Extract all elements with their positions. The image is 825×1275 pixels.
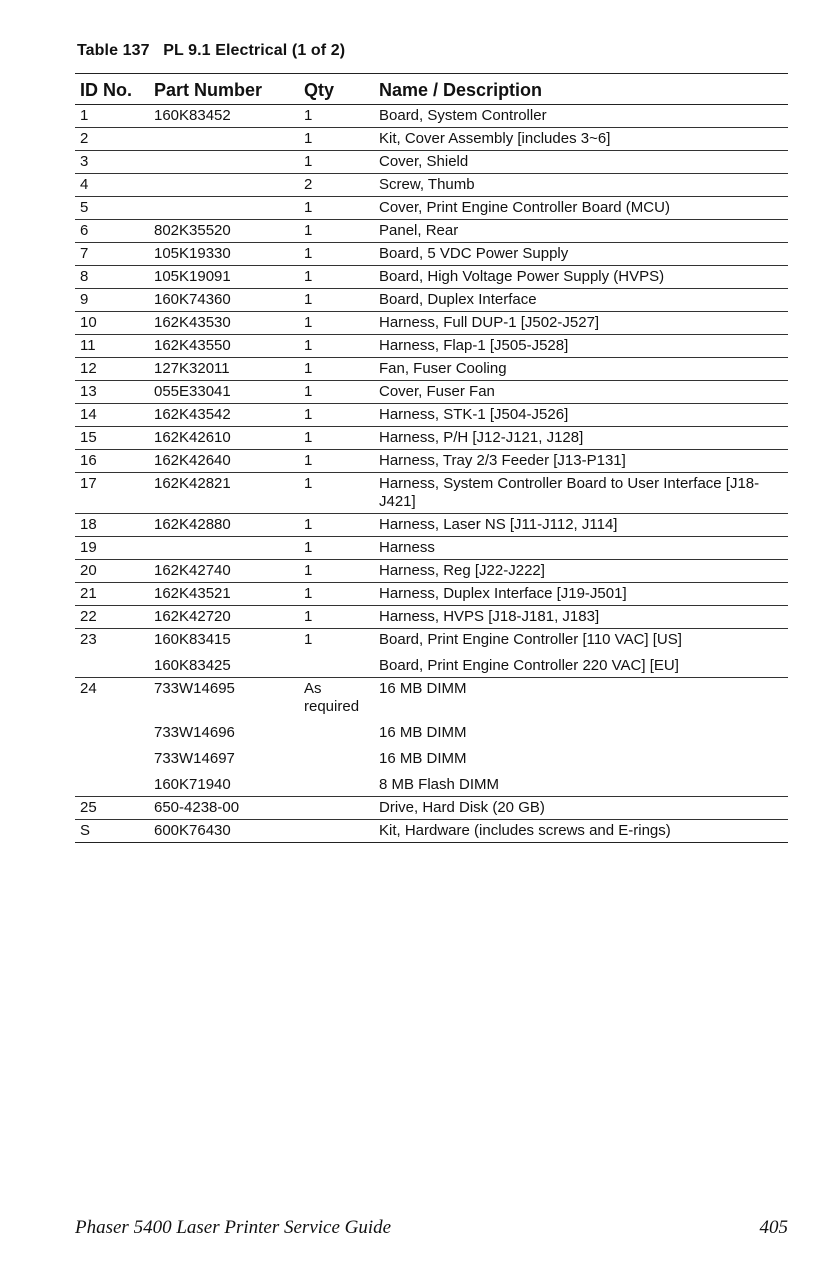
cell-id-no: 4 (75, 174, 149, 197)
cell-description: Harness, Full DUP-1 [J502-J527] (374, 312, 788, 335)
cell-description: Harness, Tray 2/3 Feeder [J13-P131] (374, 450, 788, 473)
cell-id-no: 7 (75, 243, 149, 266)
cell-description: Board, High Voltage Power Supply (HVPS) (374, 266, 788, 289)
cell-qty: 2 (299, 174, 374, 197)
cell-description: Cover, Shield (374, 151, 788, 174)
cell-id-no (75, 770, 149, 797)
table-row (75, 473, 788, 514)
cell-part-number: 160K83415 (154, 631, 231, 648)
table-row (75, 312, 788, 335)
cell-part-number: 160K83425 (149, 651, 299, 678)
cell-qty: 1 (299, 606, 374, 629)
table-row (75, 128, 788, 151)
cell-description: Cover, Print Engine Controller Board (MCU) (374, 197, 788, 220)
cell-part-number (149, 151, 299, 174)
cell-qty: 1 (299, 312, 374, 335)
cell-id-no: 25 (75, 797, 149, 820)
cell-qty: 1 (299, 243, 374, 266)
cell-part-number: 162K42880 (149, 514, 299, 537)
column-header-part-number: Part Number (149, 74, 299, 105)
cell-description: Fan, Fuser Cooling (374, 358, 788, 381)
cell-id-no: 15 (75, 427, 149, 450)
table-row (75, 427, 788, 450)
parts-table-body (75, 105, 788, 843)
cell-id-no: 10 (75, 312, 149, 335)
cell-part-number: 162K43550 (149, 335, 299, 358)
table-header-row (75, 74, 788, 105)
cell-description: Board, System Controller (374, 105, 788, 128)
table-number: Table 137 (77, 42, 150, 59)
cell-qty: 1 (299, 151, 374, 174)
cell-id-no: 16 (75, 450, 149, 473)
cell-qty: 1 (299, 289, 374, 312)
cell-id-no: 6 (75, 220, 149, 243)
cell-qty: 1 (299, 583, 374, 606)
column-header-qty: Qty (299, 74, 374, 105)
column-header-description: Name / Description (374, 74, 788, 105)
cell-part-number: 600K76430 (149, 820, 299, 843)
cell-id-no: 20 (75, 560, 149, 583)
table-row (75, 151, 788, 174)
cell-id-no: S (75, 820, 149, 843)
cell-part-number (149, 537, 299, 560)
cell-qty (299, 820, 374, 843)
cell-description: 16 MB DIMM (379, 750, 467, 767)
cell-id-no: 13 (75, 381, 149, 404)
cell-part-number: 162K43521 (149, 583, 299, 606)
cell-part-number: 055E33041 (149, 381, 299, 404)
column-header-id: ID No. (75, 74, 149, 105)
cell-description: Drive, Hard Disk (20 GB) (374, 797, 788, 820)
cell-part-number: 162K43530 (149, 312, 299, 335)
cell-qty: 1 (299, 105, 374, 128)
table-row (75, 678, 788, 719)
cell-qty: 1 (299, 473, 374, 514)
cell-description: Harness (374, 537, 788, 560)
cell-id-no: 19 (75, 537, 149, 560)
cell-id-no: 2 (75, 128, 149, 151)
cell-id-no: 11 (75, 335, 149, 358)
cell-part-number: 162K42740 (149, 560, 299, 583)
table-row (75, 404, 788, 427)
cell-id-no: 21 (75, 583, 149, 606)
cell-part-number: 160K74360 (149, 289, 299, 312)
table-row (75, 381, 788, 404)
cell-id-no (75, 718, 149, 744)
cell-qty: 1 (299, 381, 374, 404)
table-row (75, 606, 788, 629)
cell-id-no: 1 (75, 105, 149, 128)
cell-description: Panel, Rear (374, 220, 788, 243)
cell-id-no: 8 (75, 266, 149, 289)
table-row (75, 105, 788, 128)
cell-part-number: 162K42610 (149, 427, 299, 450)
cell-part-number: 650-4238-00 (149, 797, 299, 820)
cell-description: Harness, STK-1 [J504-J526] (374, 404, 788, 427)
cell-description: Board, Duplex Interface (374, 289, 788, 312)
cell-description: 8 MB Flash DIMM (374, 770, 788, 797)
cell-description: Harness, P/H [J12-J121, J128] (374, 427, 788, 450)
cell-description: Harness, System Controller Board to User Interface [J18-J421] (374, 473, 788, 514)
cell-part-number: 733W14695 (154, 680, 235, 697)
cell-qty (299, 744, 374, 770)
table-row (75, 820, 788, 843)
cell-id-no: 23 (80, 631, 97, 648)
table-row (75, 629, 788, 652)
cell-part-number (149, 197, 299, 220)
cell-id-no (75, 651, 149, 678)
cell-qty: 1 (304, 631, 313, 648)
cell-description: 16 MB DIMM (379, 680, 467, 697)
table-row (75, 537, 788, 560)
cell-qty (299, 770, 374, 797)
table-row (75, 174, 788, 197)
cell-description: Kit, Cover Assembly [includes 3~6] (374, 128, 788, 151)
cell-part-number: 733W14696 (154, 724, 235, 741)
cell-description: Harness, Laser NS [J11-J112, J114] (374, 514, 788, 537)
parts-table (75, 73, 788, 843)
cell-qty: 1 (299, 514, 374, 537)
cell-qty: 1 (299, 220, 374, 243)
cell-qty: As required (304, 680, 360, 715)
table-row (75, 450, 788, 473)
cell-id-no: 22 (75, 606, 149, 629)
cell-id-no: 17 (75, 473, 149, 514)
table-row (75, 335, 788, 358)
cell-part-number: 162K42720 (149, 606, 299, 629)
cell-qty: 1 (299, 128, 374, 151)
cell-qty: 1 (299, 537, 374, 560)
table-row (75, 220, 788, 243)
table-row (75, 197, 788, 220)
cell-qty: 1 (299, 427, 374, 450)
cell-qty (299, 718, 374, 744)
cell-qty: 1 (299, 450, 374, 473)
cell-description: Harness, Duplex Interface [J19-J501] (374, 583, 788, 606)
cell-description: Kit, Hardware (includes screws and E-rings) (374, 820, 788, 843)
cell-part-number: 105K19330 (149, 243, 299, 266)
cell-part-number: 162K42821 (149, 473, 299, 514)
cell-part-number: 160K83452 (149, 105, 299, 128)
table-row (75, 243, 788, 266)
cell-description: Board, Print Engine Controller [110 VAC] [US] (379, 631, 682, 648)
cell-description: Cover, Fuser Fan (374, 381, 788, 404)
table-row (75, 770, 788, 797)
table-row (75, 560, 788, 583)
cell-description: Screw, Thumb (374, 174, 788, 197)
cell-part-number: 105K19091 (149, 266, 299, 289)
table-row (75, 651, 788, 678)
cell-part-number (149, 174, 299, 197)
table-row (75, 358, 788, 381)
table-row (75, 583, 788, 606)
cell-description: Harness, Flap-1 [J505-J528] (374, 335, 788, 358)
cell-part-number (149, 128, 299, 151)
table-row (75, 718, 788, 744)
table-row (75, 744, 788, 770)
page-footer (75, 1217, 788, 1239)
cell-qty (299, 651, 374, 678)
cell-id-no: 14 (75, 404, 149, 427)
cell-id-no (75, 744, 149, 770)
cell-qty: 1 (299, 358, 374, 381)
cell-part-number: 160K71940 (149, 770, 299, 797)
cell-description: Board, Print Engine Controller 220 VAC] [EU] (374, 651, 788, 678)
cell-part-number: 733W14697 (154, 750, 235, 767)
cell-id-no: 18 (75, 514, 149, 537)
cell-id-no: 24 (80, 680, 97, 697)
table-row (75, 289, 788, 312)
cell-qty (299, 797, 374, 820)
table-row (75, 514, 788, 537)
cell-description: Board, 5 VDC Power Supply (374, 243, 788, 266)
table-row (75, 266, 788, 289)
cell-qty: 1 (299, 560, 374, 583)
cell-part-number: 162K43542 (149, 404, 299, 427)
cell-id-no: 5 (75, 197, 149, 220)
page-number: 405 (759, 1217, 788, 1238)
cell-description: Harness, HVPS [J18-J181, J183] (374, 606, 788, 629)
cell-part-number: 802K35520 (149, 220, 299, 243)
table-title: PL 9.1 Electrical (1 of 2) (163, 42, 346, 59)
cell-part-number: 162K42640 (149, 450, 299, 473)
table-row (75, 797, 788, 820)
cell-id-no: 9 (75, 289, 149, 312)
cell-qty: 1 (299, 197, 374, 220)
footer-title: Phaser 5400 Laser Printer Service Guide (75, 1217, 392, 1238)
cell-part-number: 127K32011 (149, 358, 299, 381)
cell-qty: 1 (299, 404, 374, 427)
cell-id-no: 3 (75, 151, 149, 174)
cell-qty: 1 (299, 335, 374, 358)
cell-qty: 1 (299, 266, 374, 289)
table-caption (77, 42, 345, 60)
cell-description: 16 MB DIMM (379, 724, 467, 741)
cell-id-no: 12 (75, 358, 149, 381)
cell-description: Harness, Reg [J22-J222] (374, 560, 788, 583)
